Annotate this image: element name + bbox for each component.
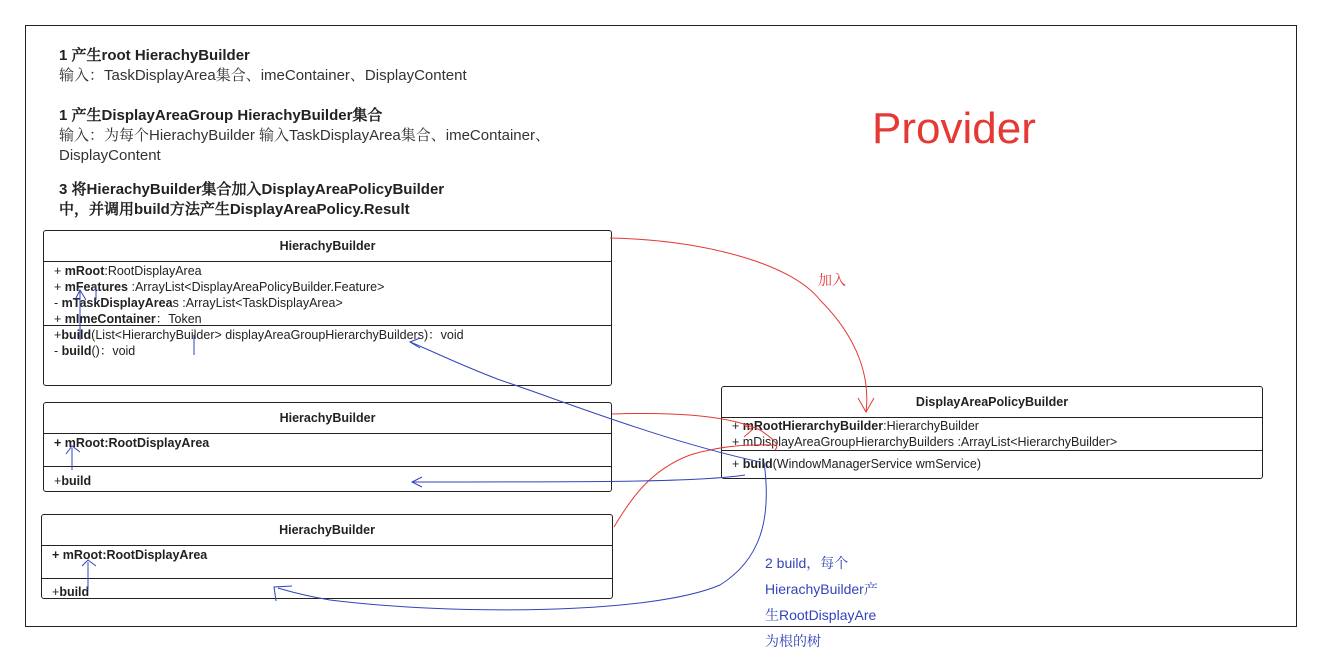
group-hierarchy-builder-1-class[interactable] <box>43 402 612 492</box>
field-mroot: + mRoot:RootDisplayArea <box>52 548 208 562</box>
method-build: +build <box>52 585 90 599</box>
add-label: 加入 <box>818 272 846 288</box>
build-note <box>765 550 878 654</box>
note-2-heading: 1 产生DisplayAreaGroup HierachyBuilder集合 <box>59 107 383 124</box>
class-methods <box>42 579 612 600</box>
group-hierarchy-builder-2-class[interactable] <box>41 514 613 599</box>
field-mimecontainer: + mImeContainer：Token <box>54 312 202 326</box>
class-methods <box>44 467 611 489</box>
field-mfeatures: + mFeatures :ArrayList<DisplayAreaPolicyBuilder.Feature> <box>54 280 385 294</box>
class-methods <box>44 326 611 359</box>
provider-label: Provider <box>872 104 1036 153</box>
method-build-private: - build()：void <box>54 344 136 358</box>
field-mroot: + mRoot:RootDisplayArea <box>54 264 202 278</box>
build-note-line-2: HierachyBuilder产 <box>765 581 878 597</box>
class-fields <box>44 434 611 467</box>
note-1-heading: 1 产生root HierachyBuilder <box>59 47 250 64</box>
class-title: HierachyBuilder <box>44 231 611 262</box>
class-title: HierachyBuilder <box>44 403 611 434</box>
field-mtaskdisplayareas: - mTaskDisplayAreas :ArrayList<TaskDisplayArea> <box>54 296 343 310</box>
build-note-line-3: 生RootDisplayAre <box>765 607 877 623</box>
class-fields <box>722 418 1262 451</box>
note-1 <box>59 46 467 86</box>
class-fields <box>44 262 611 326</box>
root-hierarchy-builder-class[interactable] <box>43 230 612 386</box>
note-3-heading-line-2: 中，并调用build方法产生DisplayAreaPolicy.Result <box>59 201 410 218</box>
build-note-line-1: 2 build，每个 <box>765 555 849 571</box>
note-3 <box>59 180 444 220</box>
note-2 <box>59 106 550 166</box>
display-area-policy-builder-class[interactable] <box>721 386 1263 479</box>
note-3-heading-line-1: 3 将HierachyBuilder集合加入DisplayAreaPolicyBuilder <box>59 181 445 198</box>
field-mroothierarchybuilder: + mRootHierarchyBuilder:HierarchyBuilder <box>732 419 979 433</box>
class-fields <box>42 546 612 579</box>
note-2-text-line-2: DisplayContent <box>59 147 161 164</box>
field-mroot: + mRoot:RootDisplayArea <box>54 436 210 450</box>
field-mdisplayareagrouphierarchybuilders: + mDisplayAreaGroupHierarchyBuilders :ArrayList<HierarchyBuilder> <box>732 435 1118 449</box>
method-build-wm: + build(WindowManagerService wmService) <box>732 457 982 471</box>
method-build: +build <box>54 474 92 488</box>
class-title: DisplayAreaPolicyBuilder <box>722 387 1262 418</box>
note-2-text-line-1: 输入：为每个HierachyBuilder 输入TaskDisplayArea集合、imeContainer、 <box>59 127 550 144</box>
method-build-with-list: +build(List<HierarchyBuilder> displayAreaGroupHierarchyBuilders)：void <box>54 328 464 342</box>
build-note-line-4: 为根的树 <box>765 633 821 649</box>
note-1-text: 输入：TaskDisplayArea集合、imeContainer、DisplayContent <box>59 67 467 84</box>
class-methods <box>722 451 1262 472</box>
class-title: HierachyBuilder <box>42 515 612 546</box>
